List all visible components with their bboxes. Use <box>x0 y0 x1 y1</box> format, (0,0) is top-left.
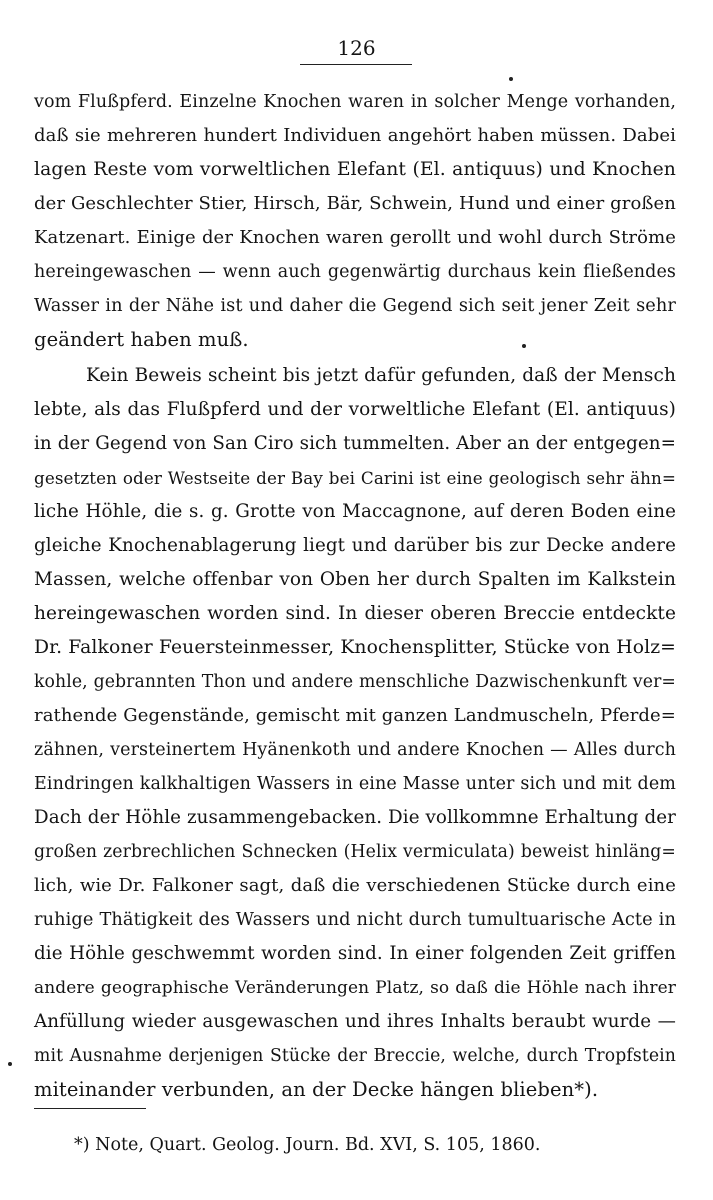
text-line: großen zerbrechlichen Schnecken (Helix vermiculata) beweist hinläng= <box>34 842 676 862</box>
text-line: lagen Reste vom vorweltlichen Elefant (El. antiquus) und Knochen <box>34 159 676 180</box>
text-line: miteinander verbunden, an der Decke hängen blieben*). <box>34 1078 599 1101</box>
text-line: Wasser in der Nähe ist und daher die Gegend sich seit jener Zeit sehr <box>34 296 676 316</box>
page-number: 126 <box>337 36 376 60</box>
text-line: lich, wie Dr. Falkoner sagt, daß die verschiedenen Stücke durch eine <box>34 875 676 896</box>
text-line: Katzenart. Einige der Knochen waren gerollt und wohl durch Ströme <box>34 227 676 248</box>
footnote: *) Note, Quart. Geolog. Journ. Bd. XVI, S. 105, 1860. <box>74 1135 541 1155</box>
text-line: in der Gegend von San Ciro sich tummelten. Aber an der entgegen= <box>34 433 676 454</box>
text-line: der Geschlechter Stier, Hirsch, Bär, Schwein, Hund und einer großen <box>34 193 676 214</box>
text-line: ruhige Thätigkeit des Wassers und nicht durch tumultuarische Acte in <box>34 910 676 930</box>
footnote-rule <box>34 1108 146 1109</box>
text-line: gleiche Knochenablagerung liegt und darüber bis zur Decke andere <box>34 535 676 556</box>
text-line: die Höhle geschwemmt worden sind. In einer folgenden Zeit griffen <box>34 943 676 964</box>
text-line: daß sie mehreren hundert Individuen angehört haben müssen. Dabei <box>34 125 676 146</box>
text-line: Anfüllung wieder ausgewaschen und ihres Inhalts beraubt wurde — <box>34 1011 676 1032</box>
text-line: Massen, welche offenbar von Oben her durch Spalten im Kalkstein <box>34 569 676 590</box>
text-line: andere geographische Veränderungen Platz, so daß die Höhle nach ihrer <box>34 978 676 998</box>
text-line: Kein Beweis scheint bis jetzt dafür gefunden, daß der Mensch <box>86 365 676 386</box>
text-line: zähnen, versteinertem Hyänenkoth und andere Knochen — Alles durch <box>34 740 676 760</box>
text-line: gesetzten oder Westseite der Bay bei Carini ist eine geologisch sehr ähn= <box>34 468 676 488</box>
text-line: mit Ausnahme derjenigen Stücke der Breccie, welche, durch Tropfstein <box>34 1046 676 1066</box>
text-line: vom Flußpferd. Einzelne Knochen waren in solcher Menge vorhanden, <box>34 92 676 112</box>
header-rule <box>300 64 412 65</box>
text-line: hereingewaschen — wenn auch gegenwärtig durchaus kein fließendes <box>34 262 676 282</box>
text-line: liche Höhle, die s. g. Grotte von Maccagnone, auf deren Boden eine <box>34 501 676 522</box>
text-line: hereingewaschen worden sind. In dieser oberen Breccie entdeckte <box>34 603 676 624</box>
text-line: kohle, gebrannten Thon und andere menschliche Dazwischenkunft ver= <box>34 672 676 692</box>
text-line: rathende Gegenstände, gemischt mit ganzen Landmuscheln, Pferde= <box>34 705 676 726</box>
ink-speck <box>8 1062 12 1066</box>
text-line: Dr. Falkoner Feuersteinmesser, Knochensplitter, Stücke von Holz= <box>34 637 676 658</box>
ink-speck <box>509 77 513 81</box>
text-line: geändert haben muß. <box>34 328 249 351</box>
text-line: Eindringen kalkhaltigen Wassers in eine Masse unter sich und mit dem <box>34 774 676 794</box>
text-line: Dach der Höhle zusammengebacken. Die vollkommne Erhaltung der <box>34 807 676 828</box>
text-line: lebte, als das Flußpferd und der vorweltliche Elefant (El. antiquus) <box>34 399 676 420</box>
